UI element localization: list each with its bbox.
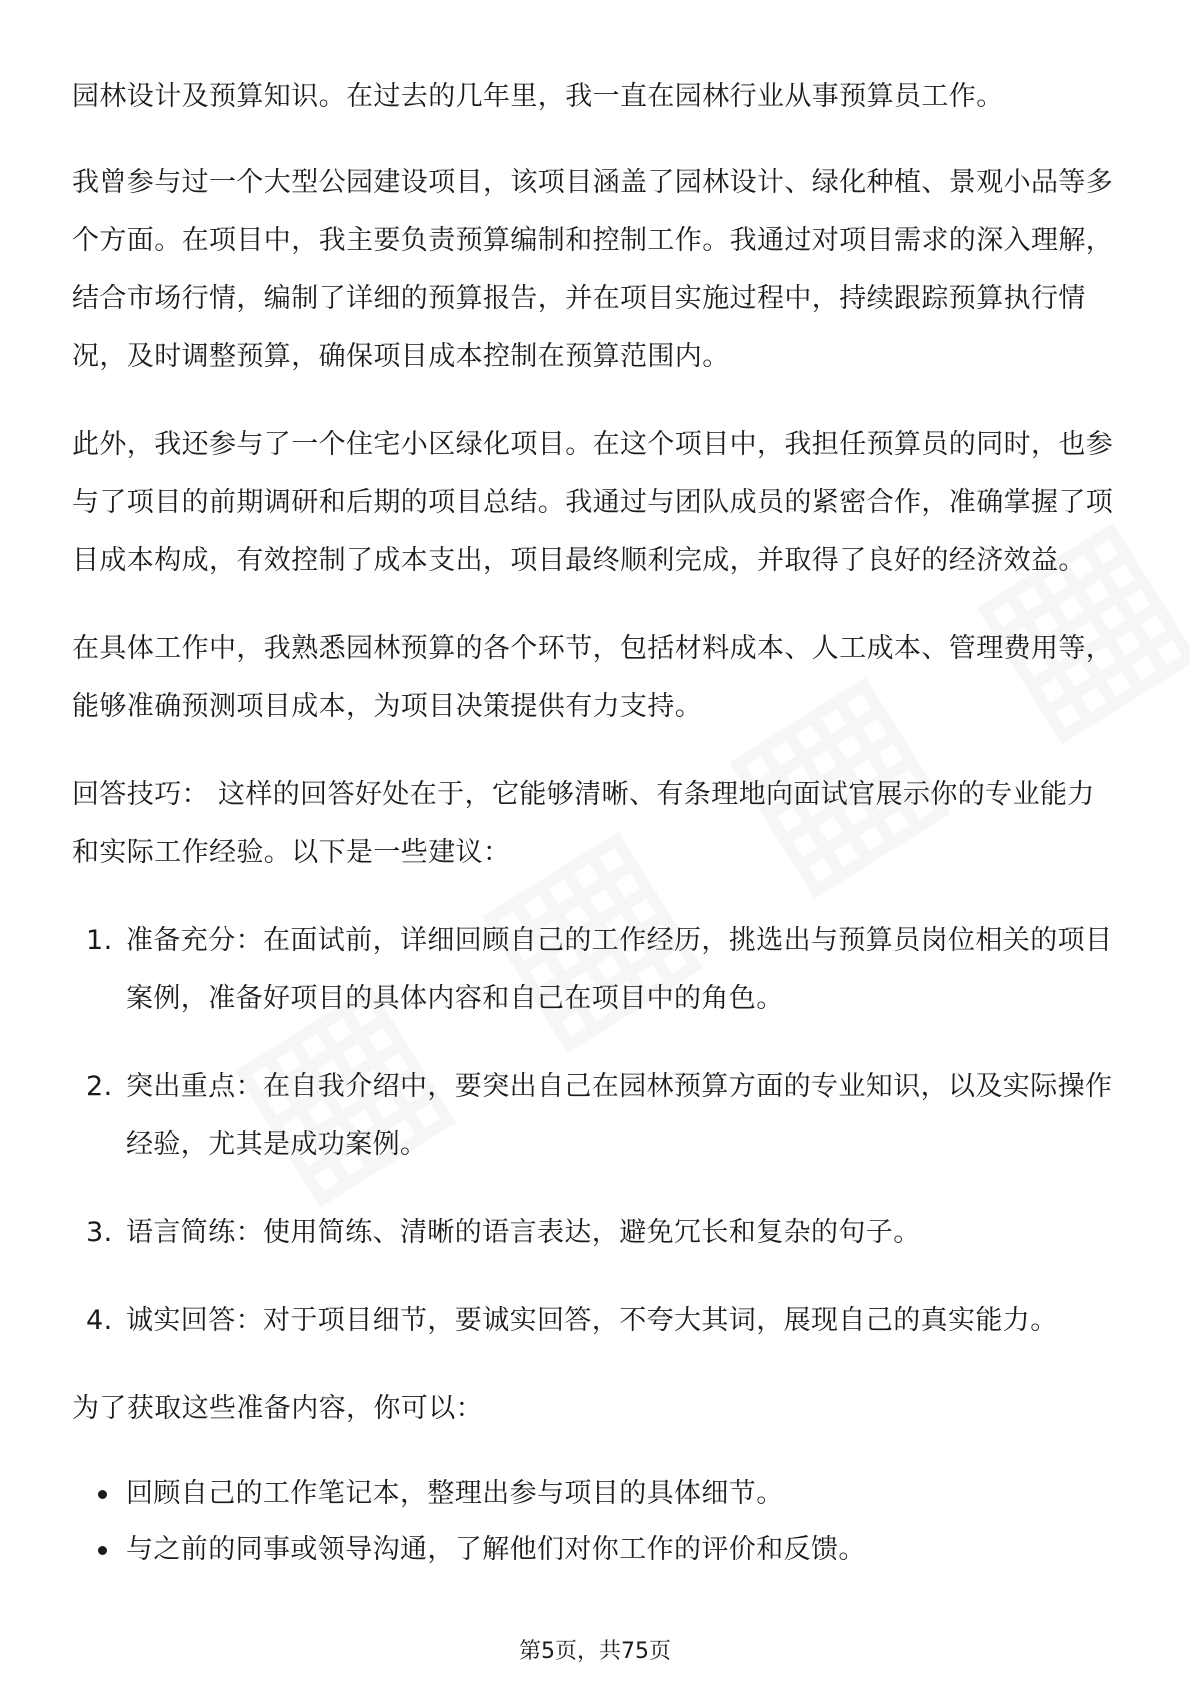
prep-list	[72, 1468, 1122, 1576]
tip-text: 突出重点：在自我介绍中，要突出自己在园林预算方面的专业知识，以及实际操作经验，尤其是成功案例。	[126, 1071, 1113, 1160]
tip-item	[72, 1292, 1122, 1350]
bullet-text: 回顾自己的工作笔记本，整理出参与项目的具体细节。	[126, 1478, 784, 1509]
paragraph: 我曾参与过一个大型公园建设项目，该项目涵盖了园林设计、绿化种植、景观小品等多个方面。在项目中，我主要负责预算编制和控制工作。我通过对项目需求的深入理解，结合市场行情，编制了详细的预算报告，并在项目实施过程中，持续跟踪预算执行情况，及时调整预算，确保项目成本控制在预算范围内。	[72, 167, 1114, 372]
bullet-dot-icon	[98, 1490, 107, 1499]
page-footer: 第5页，共75页	[519, 1639, 671, 1664]
bullet-item	[72, 1468, 1122, 1520]
tip-item	[72, 912, 1122, 1028]
tip-text: 准备充分：在面试前，详细回顾自己的工作经历，挑选出与预算员岗位相关的项目案例，准备好项目的具体内容和自己在项目中的角色。	[126, 925, 1113, 1014]
answer-tips-intro: 回答技巧： 这样的回答好处在于，它能够清晰、有条理地向面试官展示你的专业能力和实际工作经验。以下是一些建议：	[72, 779, 1095, 868]
tip-text: 诚实回答：对于项目细节，要诚实回答，不夸大其词，展现自己的真实能力。	[126, 1305, 1058, 1336]
bullet-item	[72, 1524, 1122, 1576]
tip-item	[72, 1058, 1122, 1174]
prep-intro: 为了获取这些准备内容，你可以：	[72, 1393, 483, 1424]
tip-number: 1.	[86, 925, 113, 956]
page-content	[72, 68, 1122, 1580]
tip-item	[72, 1204, 1122, 1262]
paragraph: 园林设计及预算知识。在过去的几年里，我一直在园林行业从事预算员工作。	[72, 81, 1004, 112]
paragraph: 在具体工作中，我熟悉园林预算的各个环节，包括材料成本、人工成本、管理费用等，能够准确预测项目成本，为项目决策提供有力支持。	[72, 633, 1114, 722]
tips-list	[72, 912, 1122, 1350]
tip-number: 2.	[86, 1071, 113, 1102]
tip-text: 语言简练：使用简练、清晰的语言表达，避免冗长和复杂的句子。	[126, 1217, 921, 1248]
bullet-text: 与之前的同事或领导沟通，了解他们对你工作的评价和反馈。	[126, 1534, 866, 1565]
tip-number: 3.	[86, 1217, 113, 1248]
paragraph: 此外，我还参与了一个住宅小区绿化项目。在这个项目中，我担任预算员的同时，也参与了项目的前期调研和后期的项目总结。我通过与团队成员的紧密合作，准确掌握了项目成本构成，有效控制了成本支出，项目最终顺利完成，并取得了良好的经济效益。	[72, 429, 1114, 576]
tip-number: 4.	[86, 1305, 113, 1336]
bullet-dot-icon	[98, 1546, 107, 1555]
